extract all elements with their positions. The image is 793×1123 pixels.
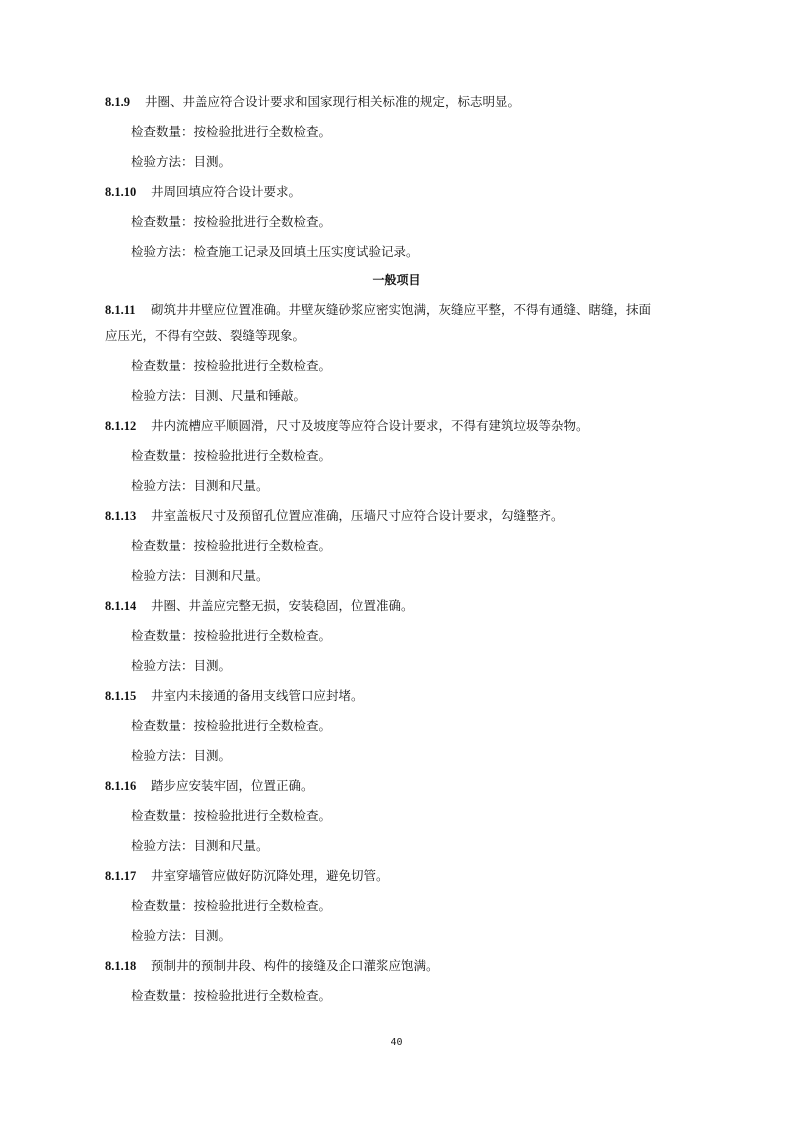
clause-8-1-15	[105, 688, 364, 704]
inspection-quantity: 检查数量：按检验批进行全数检查。	[131, 898, 332, 913]
clause-text: 井室穿墙管应做好防沉降处理，避免切管。	[151, 868, 389, 883]
page-number: 40	[390, 1037, 403, 1048]
inspection-method: 检验方法：目测和尺量。	[131, 568, 269, 583]
clause-text: 井圈、井盖应符合设计要求和国家现行相关标准的规定，标志明显。	[145, 94, 521, 109]
clause-8-1-17	[105, 868, 389, 884]
clause-text: 井室内未接通的备用支线管口应封堵。	[151, 688, 364, 703]
clause-8-1-12	[105, 418, 589, 434]
clause-number: 8.1.10	[105, 185, 137, 199]
clause-number: 8.1.15	[105, 689, 137, 703]
inspection-method: 检验方法：目测和尺量。	[131, 838, 269, 853]
clause-text: 踏步应安装牢固，位置正确。	[151, 778, 314, 793]
clause-text: 井周回填应符合设计要求。	[151, 184, 302, 199]
clause-text-continuation: 应压光，不得有空鼓、裂缝等现象。	[105, 328, 306, 343]
clause-8-1-18	[105, 958, 439, 974]
clause-number: 8.1.18	[105, 959, 137, 973]
inspection-method: 检验方法：检查施工记录及回填土压实度试验记录。	[131, 244, 419, 259]
inspection-method: 检验方法：目测和尺量。	[131, 478, 269, 493]
inspection-quantity: 检查数量：按检验批进行全数检查。	[131, 214, 332, 229]
clause-text: 预制井的预制井段、构件的接缝及企口灌浆应饱满。	[151, 958, 439, 973]
inspection-quantity: 检查数量：按检验批进行全数检查。	[131, 718, 332, 733]
inspection-method: 检验方法：目测。	[131, 658, 232, 673]
clause-8-1-14	[105, 598, 414, 614]
inspection-method: 检验方法：目测。	[131, 748, 232, 763]
clause-number: 8.1.17	[105, 869, 137, 883]
inspection-quantity: 检查数量：按检验批进行全数检查。	[131, 628, 332, 643]
clause-8-1-16	[105, 778, 314, 794]
inspection-quantity: 检查数量：按检验批进行全数检查。	[131, 124, 332, 139]
inspection-quantity: 检查数量：按检验批进行全数检查。	[131, 358, 332, 373]
clause-text: 井室盖板尺寸及预留孔位置应准确，压墙尺寸应符合设计要求，勾缝整齐。	[151, 508, 564, 523]
clause-8-1-9	[105, 94, 520, 110]
inspection-method: 检验方法：目测。	[131, 154, 232, 169]
inspection-method: 检验方法：目测、尺量和锤敲。	[131, 388, 307, 403]
clause-8-1-11	[105, 302, 651, 318]
inspection-quantity: 检查数量：按检验批进行全数检查。	[131, 538, 332, 553]
inspection-method: 检验方法：目测。	[131, 928, 232, 943]
clause-8-1-13	[105, 508, 564, 524]
clause-number: 8.1.11	[105, 303, 136, 317]
clause-number: 8.1.13	[105, 509, 137, 523]
clause-number: 8.1.14	[105, 599, 137, 613]
clause-text: 井圈、井盖应完整无损，安装稳固，位置准确。	[151, 598, 414, 613]
inspection-quantity: 检查数量：按检验批进行全数检查。	[131, 448, 332, 463]
clause-text: 砌筑井井壁应位置准确。井壁灰缝砂浆应密实饱满，灰缝应平整，不得有通缝、瞎缝，抹面	[151, 302, 652, 317]
clause-number: 8.1.12	[105, 419, 137, 433]
clause-number: 8.1.16	[105, 779, 137, 793]
clause-number: 8.1.9	[105, 95, 130, 109]
inspection-quantity: 检查数量：按检验批进行全数检查。	[131, 988, 332, 1003]
inspection-quantity: 检查数量：按检验批进行全数检查。	[131, 808, 332, 823]
clause-8-1-10	[105, 184, 301, 200]
section-heading: 一般项目	[372, 273, 421, 287]
clause-text: 井内流槽应平顺圆滑，尺寸及坡度等应符合设计要求，不得有建筑垃圾等杂物。	[151, 418, 589, 433]
